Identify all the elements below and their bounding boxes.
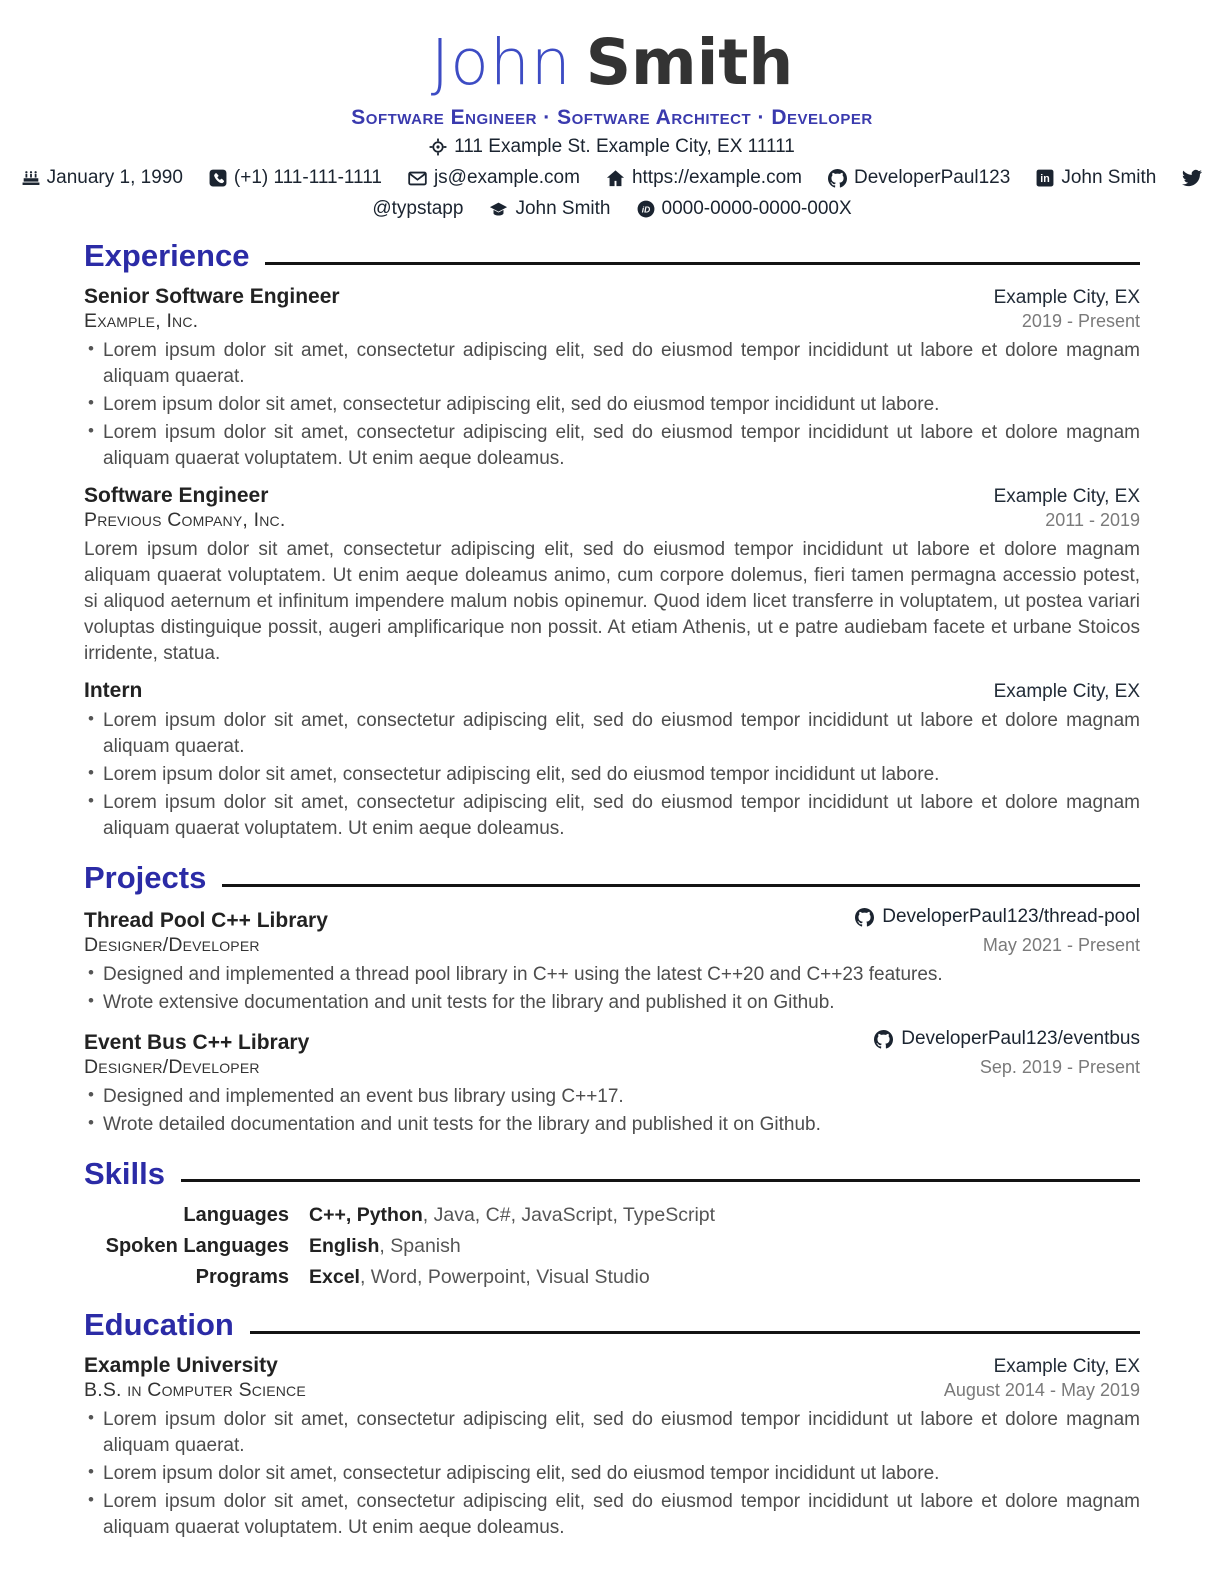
section-rule <box>181 1179 1140 1182</box>
linkedin-icon <box>1036 169 1054 187</box>
skill-values <box>309 1266 1140 1289</box>
github-icon <box>874 1030 893 1049</box>
phone-icon <box>209 169 227 187</box>
section-projects <box>84 859 1140 1138</box>
svg-text:iD: iD <box>641 204 650 215</box>
skill-values <box>309 1204 1140 1227</box>
bullet-item: • Designed and implemented an event bus library using C++17. <box>103 1084 1140 1110</box>
phone-text: (+1) 111-111-1111 <box>233 167 382 189</box>
project-entry-1 <box>84 906 1140 1016</box>
bullet-item: • Lorem ipsum dolor sit amet, consectetur adipiscing elit, sed do eiusmod tempor incididunt ut labore. <box>103 392 1140 418</box>
bullet-item: • Lorem ipsum dolor sit amet, consectetur adipiscing elit, sed do eiusmod tempor incididunt ut labore et dolore magnam aliquam quaerat voluptatem. Ut enim aeque doleamus. <box>103 1489 1140 1541</box>
birthday-text: January 1, 1990 <box>46 167 183 189</box>
job-location: Example City, EX <box>993 680 1140 702</box>
project-bullets <box>84 962 1140 1016</box>
section-rule <box>265 262 1140 265</box>
job-title: Senior Software Engineer <box>84 284 340 308</box>
website-text: https://example.com <box>631 167 802 189</box>
project-entry-2 <box>84 1028 1140 1138</box>
github[interactable] <box>828 167 1010 189</box>
skill-bold: Excel <box>309 1266 360 1289</box>
birthday-cake-icon <box>22 169 40 187</box>
job-description: Lorem ipsum dolor sit amet, consectetur adipiscing elit, sed do eiusmod tempor incididunt ut labore et dolore magnam aliquam quaerat voluptatem. Ut enim aeque doleamus animo, cum corpore dolemus, fieri tamen permagna accessio potest, si aliquod aeternum et infinitum impendere malum nobis opinemur. Quod idem licet transferre in voluptatem, ut postea variari voluptas distinguique possit, augeri amplificarique non possit. At etiam Athenis, ut e patre audiebam facete et urbane Stoicos irridente, statua. <box>84 538 1140 664</box>
school-name: Example University <box>84 1353 278 1377</box>
phone[interactable] <box>209 167 382 189</box>
first-name: John <box>430 26 572 99</box>
last-name: Smith <box>585 26 794 99</box>
orcid[interactable] <box>637 198 852 220</box>
projects-heading <box>84 859 1140 895</box>
school-location: Example City, EX <box>993 1355 1140 1377</box>
bullet-item: • Wrote extensive documentation and unit tests for the library and published it on Github. <box>103 990 1140 1016</box>
education-title: Education <box>84 1307 234 1343</box>
education-heading <box>84 1309 1140 1342</box>
bullet-item: • Lorem ipsum dolor sit amet, consectetur adipiscing elit, sed do eiusmod tempor incididunt ut labore et dolore magnam aliquam quaerat. <box>103 338 1140 390</box>
section-rule <box>222 884 1140 887</box>
skill-label: Programs <box>195 1266 289 1289</box>
skill-label: Spoken Languages <box>105 1235 289 1258</box>
bullet-item: • Designed and implemented a thread pool library in C++ using the latest C++20 and C++23 features. <box>103 962 1140 988</box>
resume-header <box>46 26 1157 220</box>
skill-values <box>309 1235 1140 1258</box>
email-text: js@example.com <box>433 167 580 189</box>
skills-heading <box>84 1155 1140 1191</box>
bullet-item: • Lorem ipsum dolor sit amet, consectetur adipiscing elit, sed do eiusmod tempor incididunt ut labore. <box>103 1461 1140 1487</box>
bullet-item: • Lorem ipsum dolor sit amet, consectetur adipiscing elit, sed do eiusmod tempor incididunt ut labore. <box>103 762 1140 788</box>
projects-title: Projects <box>84 859 207 895</box>
scholar-icon <box>489 200 508 219</box>
project-repo-link[interactable] <box>855 906 1140 928</box>
section-rule <box>250 1331 1140 1334</box>
linkedin[interactable] <box>1036 167 1156 189</box>
github-icon <box>828 169 847 188</box>
job-bullets <box>84 708 1140 842</box>
project-role: Designer/Developer <box>84 1055 260 1078</box>
bullet-item: • Lorem ipsum dolor sit amet, consectetur adipiscing elit, sed do eiusmod tempor incididunt ut labore et dolore magnam aliquam quaerat voluptatem. Ut enim aeque doleamus. <box>103 420 1140 472</box>
education-bullets <box>84 1407 1140 1541</box>
experience-entry-1 <box>84 285 1140 472</box>
address-line <box>84 136 1140 158</box>
bullet-item: • Lorem ipsum dolor sit amet, consectetur adipiscing elit, sed do eiusmod tempor incididunt ut labore et dolore magnam aliquam quaerat. <box>103 708 1140 760</box>
github-icon <box>855 908 874 927</box>
project-repo-link[interactable] <box>874 1028 1140 1050</box>
name <box>84 26 1140 99</box>
job-dates: 2011 - 2019 <box>1045 509 1140 530</box>
twitter-icon <box>1182 168 1202 188</box>
website-home-icon <box>606 169 625 188</box>
twitter[interactable] <box>1182 168 1202 188</box>
address-text: 111 Example St. Example City, EX 11111 <box>454 136 795 158</box>
experience-heading <box>84 240 1140 273</box>
job-title: Software Engineer <box>84 483 269 507</box>
github-text: DeveloperPaul123 <box>853 167 1011 189</box>
project-bullets <box>84 1084 1140 1138</box>
skills-row-spoken-languages <box>84 1235 1140 1258</box>
skills-title: Skills <box>84 1155 165 1191</box>
experience-entry-3 <box>84 679 1140 842</box>
skill-bold: C++, Python <box>309 1204 423 1227</box>
project-dates: May 2021 - Present <box>982 934 1140 955</box>
contact-row-2 <box>84 198 1140 220</box>
job-location: Example City, EX <box>993 286 1140 308</box>
section-experience <box>84 240 1140 842</box>
skill-label: Languages <box>183 1204 289 1227</box>
job-bullets <box>84 338 1140 472</box>
email-icon <box>408 169 427 188</box>
birthday <box>22 167 183 189</box>
company-name: Example, Inc. <box>84 309 199 332</box>
experience-title: Experience <box>84 238 250 274</box>
education-dates: August 2014 - May 2019 <box>943 1379 1140 1400</box>
company-name: Previous Company, Inc. <box>84 508 286 531</box>
location-icon <box>429 138 447 156</box>
orcid-text: 0000-0000-0000-000X <box>661 198 852 220</box>
twitter-handle[interactable] <box>372 198 463 220</box>
repo-text: DeveloperPaul123/thread-pool <box>882 906 1140 928</box>
skills-row-programs <box>84 1266 1140 1289</box>
job-title: Intern <box>84 678 143 702</box>
bullet-item: • Lorem ipsum dolor sit amet, consectetur adipiscing elit, sed do eiusmod tempor incididunt ut labore et dolore magnam aliquam quaerat voluptatem. Ut enim aeque doleamus. <box>103 790 1140 842</box>
skill-bold: English <box>309 1235 380 1258</box>
project-title: Event Bus C++ Library <box>84 1030 310 1054</box>
project-dates: Sep. 2019 - Present <box>979 1056 1140 1077</box>
tagline: Software Engineer · Software Architect · Developer <box>351 106 873 130</box>
experience-entry-2 <box>84 484 1140 667</box>
job-dates: 2019 - Present <box>1021 310 1140 331</box>
education-entry-1 <box>84 1354 1140 1541</box>
skill-rest: , Java, C#, JavaScript, TypeScript <box>422 1204 716 1227</box>
svg-text:in: in <box>1040 173 1051 186</box>
bullet-item: • Lorem ipsum dolor sit amet, consectetur adipiscing elit, sed do eiusmod tempor incididunt ut labore et dolore magnam aliquam quaerat. <box>103 1407 1140 1459</box>
orcid-icon <box>637 200 655 218</box>
repo-text: DeveloperPaul123/eventbus <box>901 1028 1140 1049</box>
project-title: Thread Pool C++ Library <box>84 908 328 932</box>
skills-row-languages <box>84 1204 1140 1227</box>
skill-rest: , Word, Powerpoint, Visual Studio <box>359 1266 650 1289</box>
skills-table <box>84 1204 1140 1289</box>
contact-row-1 <box>46 167 1157 189</box>
project-role: Designer/Developer <box>84 933 260 956</box>
bullet-item: • Wrote detailed documentation and unit tests for the library and published it on Github. <box>103 1112 1140 1138</box>
website[interactable] <box>606 167 802 189</box>
linkedin-text: John Smith <box>1061 167 1157 189</box>
section-skills <box>84 1155 1140 1290</box>
scholar-text: John Smith <box>515 198 611 220</box>
twitter-handle-text: @typstapp <box>372 198 464 220</box>
email[interactable] <box>408 167 580 189</box>
job-location: Example City, EX <box>993 485 1140 507</box>
section-education <box>84 1309 1140 1541</box>
scholar[interactable] <box>489 198 610 220</box>
skill-rest: , Spanish <box>379 1235 461 1258</box>
degree: B.S. in Computer Science <box>84 1378 306 1401</box>
